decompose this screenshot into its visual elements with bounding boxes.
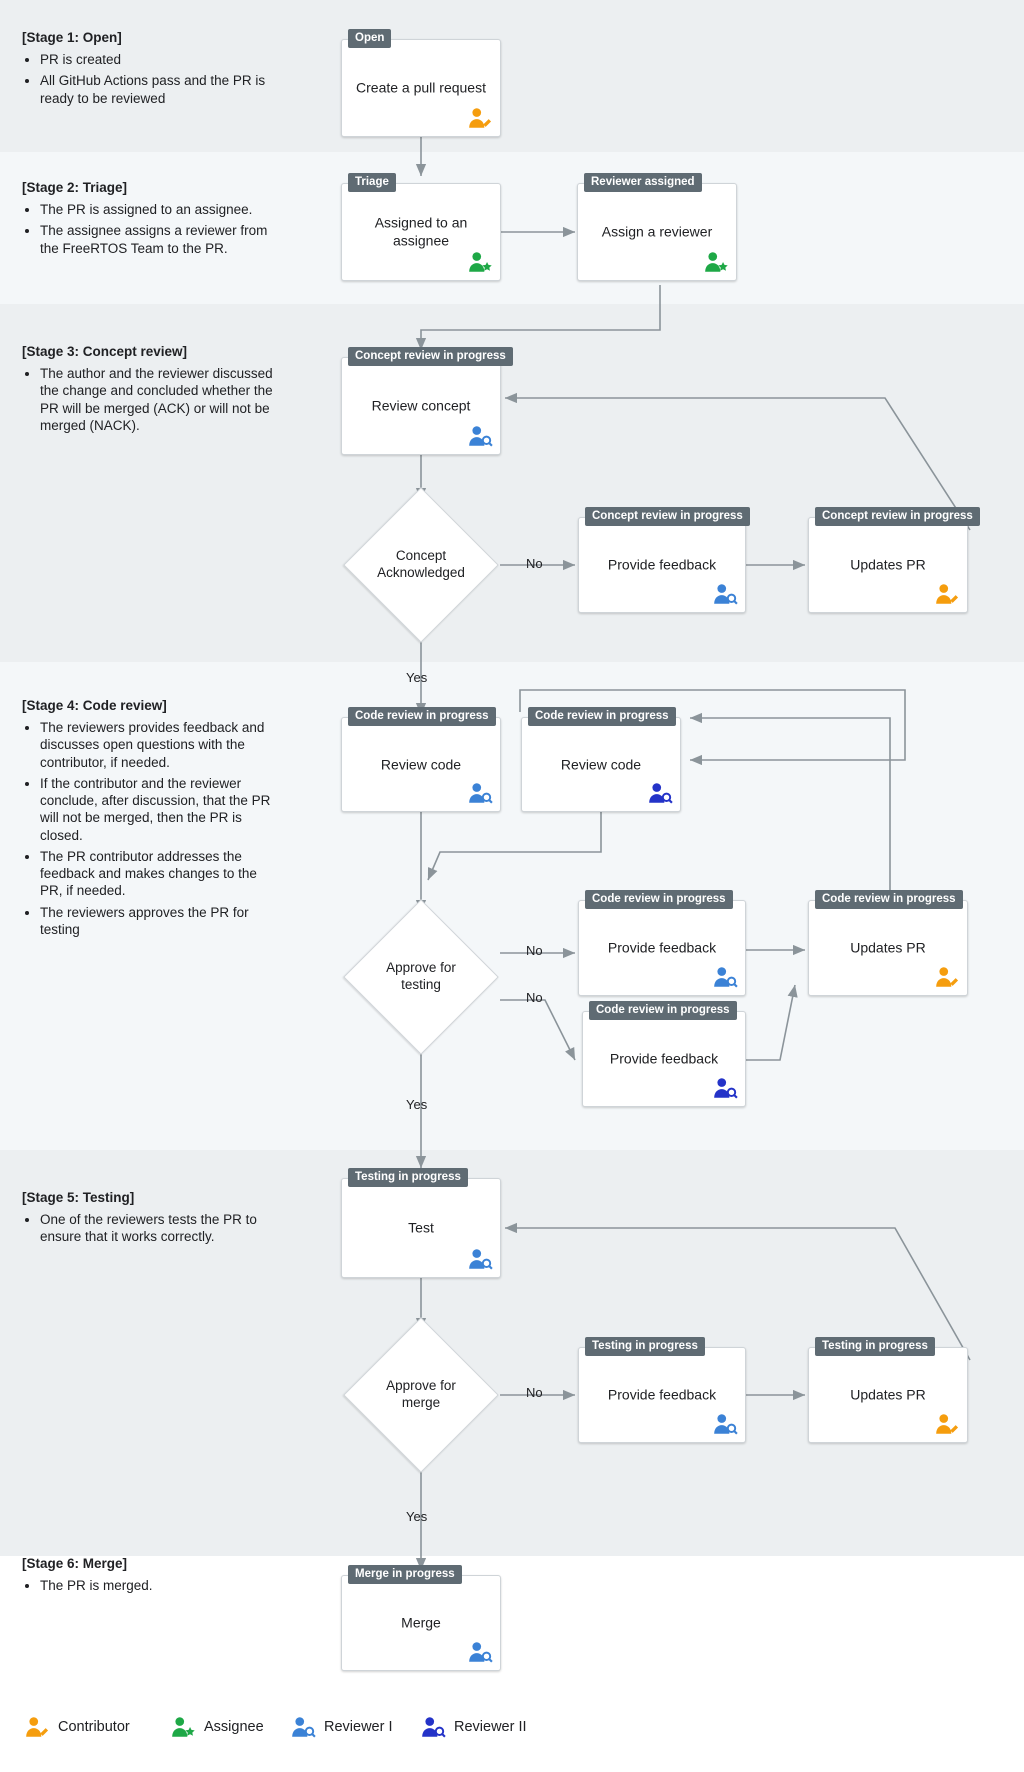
node-concept-feedback[interactable] bbox=[578, 510, 746, 613]
node-review-code-2[interactable] bbox=[521, 710, 681, 812]
node-code-feedback-1-tag: Code review in progress bbox=[585, 890, 733, 909]
edge-label-testing-yes: Yes bbox=[406, 1097, 428, 1112]
stage-2-bullet-1: • The assignee assigns a reviewer from the FreeRTOS Team to the PR. bbox=[40, 222, 282, 257]
node-create-pr[interactable] bbox=[341, 32, 501, 137]
node-test-updates-label: Updates PR bbox=[850, 1386, 926, 1403]
contributor-icon bbox=[934, 581, 960, 607]
legend-item-reviewer2 bbox=[420, 1714, 527, 1740]
node-test[interactable] bbox=[341, 1171, 501, 1278]
node-code-feedback-2-tag: Code review in progress bbox=[589, 1001, 737, 1020]
stage-3-bullets bbox=[22, 365, 282, 434]
node-create-pr-tag: Open bbox=[348, 29, 391, 48]
reviewer1-icon bbox=[712, 1411, 738, 1437]
reviewer1-icon bbox=[467, 423, 493, 449]
node-review-concept[interactable] bbox=[341, 350, 506, 455]
node-create-pr-label: Create a pull request bbox=[356, 79, 486, 96]
stage-4-title: [Stage 4: Code review] bbox=[22, 698, 167, 713]
node-assign-reviewer-tag: Reviewer assigned bbox=[584, 173, 702, 192]
decision-approve-testing-label: Approve for testing bbox=[386, 960, 456, 992]
node-review-code-1-label: Review code bbox=[380, 755, 462, 772]
legend-label-reviewer1: Reviewer I bbox=[324, 1719, 393, 1735]
reviewer1-icon bbox=[467, 1246, 493, 1272]
node-concept-feedback-label: Provide feedback bbox=[607, 556, 717, 573]
node-test-label: Test bbox=[408, 1219, 434, 1236]
node-assign-reviewer-label: Assign a reviewer bbox=[601, 223, 713, 240]
edge-label-testing-no-1: No bbox=[526, 943, 543, 958]
stage-6-title: [Stage 6: Merge] bbox=[22, 1556, 128, 1571]
legend-label-contributor: Contributor bbox=[58, 1719, 130, 1735]
stage-4-bullet-0: • The reviewers provides feedback and discusses open questions with the contributor, if needed. bbox=[40, 719, 282, 771]
node-concept-updates-label: Updates PR bbox=[850, 556, 926, 573]
reviewer2-icon bbox=[647, 780, 673, 806]
node-assigned-tag: Triage bbox=[348, 173, 396, 192]
contributor-icon bbox=[934, 964, 960, 990]
stage-1-bullets bbox=[22, 51, 282, 107]
node-merge-label: Merge bbox=[401, 1614, 441, 1631]
edge-label-concept-yes: Yes bbox=[406, 670, 428, 685]
stage-6-text bbox=[22, 1556, 282, 1598]
reviewer1-icon bbox=[290, 1714, 316, 1740]
node-test-feedback-tag: Testing in progress bbox=[585, 1337, 705, 1356]
node-test-feedback-label: Provide feedback bbox=[607, 1386, 717, 1403]
edge-label-merge-no: No bbox=[526, 1385, 543, 1400]
stage-2-text bbox=[22, 180, 282, 261]
decision-approve-merge-label: Approve for merge bbox=[386, 1378, 456, 1410]
legend-label-assignee: Assignee bbox=[204, 1719, 264, 1735]
stage-3-title: [Stage 3: Concept review] bbox=[22, 344, 188, 359]
stage-5-title: [Stage 5: Testing] bbox=[22, 1190, 135, 1205]
node-test-updates-tag: Testing in progress bbox=[815, 1337, 935, 1356]
node-review-concept-label: Review concept bbox=[371, 397, 471, 414]
node-test-tag: Testing in progress bbox=[348, 1168, 468, 1187]
node-review-code-1-tag: Code review in progress bbox=[348, 707, 496, 726]
node-test-feedback[interactable] bbox=[578, 1340, 746, 1443]
stage-4-bullet-3: • The reviewers approves the PR for testing bbox=[40, 904, 282, 939]
contributor-icon bbox=[934, 1411, 960, 1437]
stage-2-bullets bbox=[22, 201, 282, 257]
node-review-code-2-tag: Code review in progress bbox=[528, 707, 676, 726]
node-assigned[interactable] bbox=[341, 176, 501, 281]
node-code-updates-tag: Code review in progress bbox=[815, 890, 963, 909]
node-code-updates-label: Updates PR bbox=[850, 939, 926, 956]
stage-5-bullets bbox=[22, 1211, 282, 1246]
stage-6-bullets bbox=[22, 1577, 282, 1594]
node-concept-updates[interactable] bbox=[808, 510, 973, 613]
node-review-code-1[interactable] bbox=[341, 710, 501, 812]
node-concept-updates-tag: Concept review in progress bbox=[815, 507, 980, 526]
reviewer2-icon bbox=[712, 1075, 738, 1101]
node-code-feedback-1-label: Provide feedback bbox=[607, 939, 717, 956]
edge-label-merge-yes: Yes bbox=[406, 1509, 428, 1524]
reviewer1-icon bbox=[712, 581, 738, 607]
stage-6-bullet-0: • The PR is merged. bbox=[40, 1577, 282, 1594]
contributor-icon bbox=[24, 1714, 50, 1740]
contributor-icon bbox=[467, 105, 493, 131]
node-assigned-label: Assigned to an assignee bbox=[374, 214, 468, 248]
stage-1-bullet-1: • All GitHub Actions pass and the PR is ready to be reviewed bbox=[40, 72, 282, 107]
stage-3-bullet-0: • The author and the reviewer discussed the change and concluded whether the PR will be merged (ACK) or will not be merged (NACK). bbox=[40, 365, 282, 434]
stage-1-bullet-0: • PR is created bbox=[40, 51, 282, 68]
node-code-feedback-1[interactable] bbox=[578, 893, 746, 996]
edge-label-testing-no-2: No bbox=[526, 990, 543, 1005]
assignee-icon bbox=[170, 1714, 196, 1740]
reviewer1-icon bbox=[712, 964, 738, 990]
node-merge[interactable] bbox=[341, 1568, 501, 1671]
legend-item-assignee bbox=[170, 1714, 264, 1740]
stage-4-bullet-1: • If the contributor and the reviewer conclude, after discussion, that the PR will not be merged, then the PR is closed. bbox=[40, 775, 282, 844]
assignee-icon bbox=[467, 249, 493, 275]
node-review-code-2-label: Review code bbox=[560, 755, 642, 772]
node-assign-reviewer[interactable] bbox=[577, 176, 737, 281]
node-review-concept-tag: Concept review in progress bbox=[348, 347, 513, 366]
reviewer1-icon bbox=[467, 1639, 493, 1665]
stage-4-bullets bbox=[22, 719, 282, 938]
stage-1-title: [Stage 1: Open] bbox=[22, 30, 122, 45]
node-code-feedback-2-label: Provide feedback bbox=[609, 1050, 719, 1067]
stage-2-bullet-0: • The PR is assigned to an assignee. bbox=[40, 201, 282, 218]
stage-5-text bbox=[22, 1190, 282, 1250]
reviewer2-icon bbox=[420, 1714, 446, 1740]
stage-3-text bbox=[22, 344, 282, 438]
node-code-updates[interactable] bbox=[808, 893, 968, 996]
stage-4-bullet-2: • The PR contributor addresses the feedback and makes changes to the PR, if needed. bbox=[40, 848, 282, 900]
reviewer1-icon bbox=[467, 780, 493, 806]
node-concept-feedback-tag: Concept review in progress bbox=[585, 507, 750, 526]
legend-item-contributor bbox=[24, 1714, 130, 1740]
node-code-feedback-2[interactable] bbox=[582, 1004, 746, 1107]
legend-label-reviewer2: Reviewer II bbox=[454, 1719, 527, 1735]
stage-1-text bbox=[22, 30, 282, 111]
stage-2-title: [Stage 2: Triage] bbox=[22, 180, 128, 195]
stage-5-bullet-0: • One of the reviewers tests the PR to ensure that it works correctly. bbox=[40, 1211, 282, 1246]
node-merge-tag: Merge in progress bbox=[348, 1565, 462, 1584]
edge-label-concept-no: No bbox=[526, 556, 543, 571]
legend-item-reviewer1 bbox=[290, 1714, 393, 1740]
legend bbox=[0, 1692, 1024, 1772]
assignee-icon bbox=[703, 249, 729, 275]
stage-4-text bbox=[22, 698, 282, 942]
decision-concept-ack-label: Concept Acknowledged bbox=[377, 548, 465, 580]
node-test-updates[interactable] bbox=[808, 1340, 968, 1443]
